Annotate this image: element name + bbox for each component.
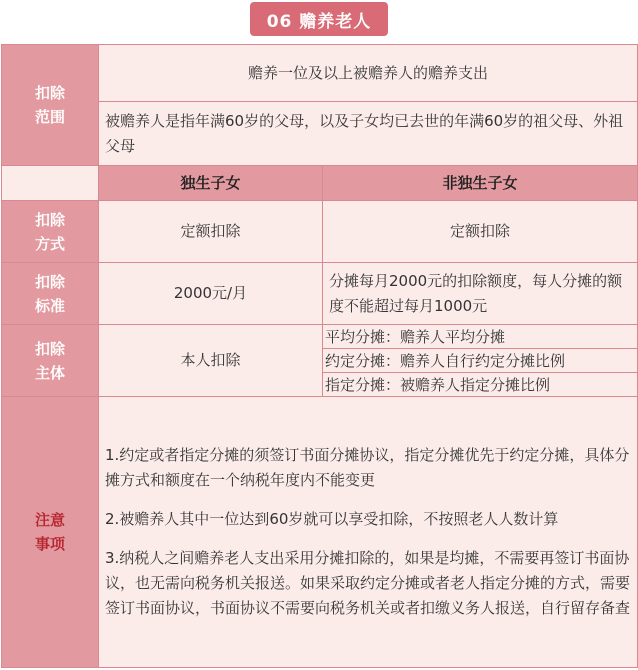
scope-summary: 赡养一位及以上被赡养人的赡养支出 [99, 45, 638, 102]
column-header-row [2, 166, 638, 201]
method-row [2, 201, 638, 263]
subject-row-1 [2, 325, 638, 349]
subject-label: 扣除 主体 [2, 325, 99, 397]
notes-row [2, 397, 638, 668]
method-only-child: 定额扣除 [99, 201, 323, 263]
title-bar [0, 0, 638, 42]
scope-label: 扣除 范围 [2, 45, 99, 166]
note-item-1: 1.约定或者指定分摊的须签订书面分摊协议，指定分摊优先于约定分摊，具体分摊方式和额度在一个纳税年度内不能变更 [105, 446, 630, 489]
method-label: 扣除 方式 [2, 201, 99, 263]
scope-detail: 被赡养人是指年满60岁的父母，以及子女均已去世的年满60岁的祖父母、外祖父母 [99, 102, 638, 166]
standard-label: 扣除 标准 [2, 263, 99, 325]
deduction-table [1, 44, 638, 668]
standard-row [2, 263, 638, 325]
standard-non-only-child: 分摊每月2000元的扣除额度，每人分摊的额度不能超过每月1000元 [323, 263, 638, 325]
column-non-only-child: 非独生子女 [323, 166, 638, 201]
subject-option-average: 平均分摊：赡养人平均分摊 [323, 325, 638, 349]
note-item-2: 2.被赡养人其中一位达到60岁就可以享受扣除，不按照老人人数计算 [105, 510, 559, 528]
notes-content [99, 397, 638, 668]
header-corner [2, 166, 99, 201]
page-title: 06 赡养老人 [250, 2, 388, 36]
notes-label: 注意 事项 [2, 397, 99, 668]
column-only-child: 独生子女 [99, 166, 323, 201]
subject-only-child: 本人扣除 [99, 325, 323, 397]
method-non-only-child: 定额扣除 [323, 201, 638, 263]
scope-row-summary [2, 45, 638, 102]
note-item-3: 3.纳税人之间赡养老人支出采用分摊扣除的，如果是均摊，不需要再签订书面协议，也无需向税务机关报送。如果采取约定分摊或者老人指定分摊的方式，需要签订书面协议，书面协议不需要向税务机关或者扣缴义务人报送，自行留存备查 [105, 549, 631, 617]
subject-option-designated: 指定分摊：被赡养人指定分摊比例 [323, 373, 638, 397]
standard-only-child: 2000元/月 [99, 263, 323, 325]
subject-option-agreed: 约定分摊：赡养人自行约定分摊比例 [323, 349, 638, 373]
